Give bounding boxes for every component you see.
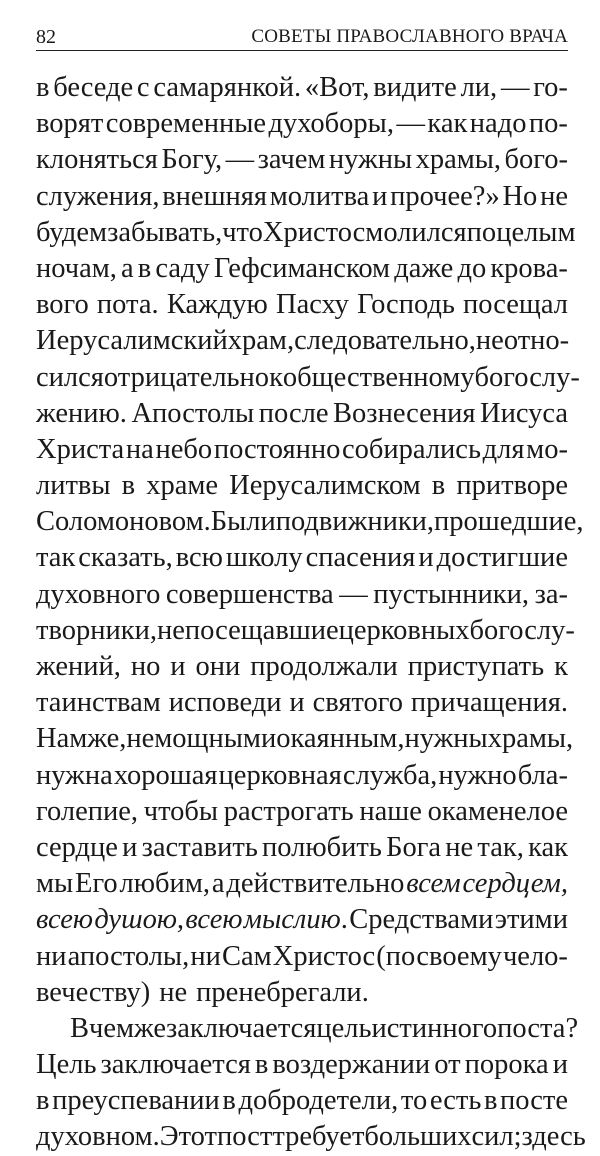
word: с (136, 72, 150, 103)
word: духовного (36, 578, 161, 610)
word: до (457, 252, 487, 284)
word: преуспевании (52, 1085, 220, 1117)
word: надо (469, 108, 527, 140)
word: Бога (386, 831, 442, 863)
word: бого- (504, 144, 568, 176)
word: богослу- (469, 614, 575, 646)
text-line (36, 577, 568, 613)
word: сил; (471, 1121, 522, 1153)
text-line (36, 649, 568, 685)
text-line (36, 323, 568, 359)
word: продолжали (250, 651, 398, 682)
word: что (222, 216, 263, 248)
word: — (396, 108, 425, 140)
text-line (36, 504, 584, 540)
word: таинствам (36, 687, 161, 719)
word: добродетели, (238, 1085, 399, 1117)
word: так, (477, 831, 524, 863)
word: Христос (272, 940, 376, 972)
word: пота. (96, 289, 159, 321)
word: Господь (357, 289, 455, 321)
body-text (36, 70, 586, 1156)
word: беседе (53, 72, 134, 103)
word: храм, (227, 325, 295, 357)
word: же, (87, 723, 127, 755)
text-line (36, 251, 568, 287)
word: — (500, 72, 530, 103)
word: духовном. (36, 1121, 160, 1153)
word: крова- (490, 252, 568, 284)
word: и (260, 723, 277, 755)
word: отрицательно (103, 361, 270, 393)
word: Иерусалимский (36, 325, 228, 357)
word: сердце (36, 831, 118, 863)
word: литвы (36, 470, 111, 502)
word: в (483, 1085, 498, 1117)
word: требует (272, 1121, 365, 1153)
word: но (130, 651, 161, 682)
text-line (36, 287, 568, 323)
word: Христос (262, 216, 366, 248)
word: нужны (328, 144, 413, 176)
word: в (254, 1049, 269, 1081)
text-line (36, 468, 568, 504)
word: наше (359, 795, 422, 827)
word: прошедшие, (434, 506, 584, 538)
word: цель (316, 1012, 372, 1044)
word: посте (500, 1085, 568, 1117)
word: мыслию. (243, 904, 348, 936)
word: ли, (460, 72, 498, 103)
word: совершенства (165, 578, 334, 610)
word: Гефсиманском (213, 252, 391, 284)
word: посещавшие (184, 614, 339, 646)
word: общественному (282, 361, 475, 393)
word: Вознесения (333, 397, 476, 429)
word: святого (312, 687, 403, 719)
word: Иисуса (479, 397, 568, 429)
word: так (36, 542, 76, 574)
word: молитва (269, 180, 370, 212)
word: ворят (36, 108, 104, 140)
word: Цель (36, 1049, 97, 1081)
word: богослу- (474, 361, 580, 393)
word: не (475, 325, 504, 357)
word: а (211, 868, 225, 900)
word: заставить (141, 831, 258, 863)
word: будем (36, 216, 108, 248)
paragraph (36, 1011, 586, 1156)
word: заключается (166, 1012, 317, 1044)
word: прочее?» (390, 180, 500, 212)
word: нужны (404, 723, 488, 755)
word: всею (36, 904, 94, 936)
text-line (36, 1119, 586, 1155)
text-line (36, 975, 568, 1011)
text-line (36, 721, 574, 757)
word: порока (464, 1049, 549, 1081)
word: окаменелое (427, 795, 568, 827)
word: и (122, 831, 138, 863)
text-line (36, 939, 568, 975)
word: храмы, (415, 144, 502, 176)
word: притворе (456, 470, 568, 502)
word: душою, (94, 904, 185, 936)
text-line (36, 1011, 579, 1047)
text-line (36, 215, 576, 251)
word: молился (365, 216, 467, 248)
word: Пасху (276, 289, 349, 321)
text-line (36, 106, 568, 142)
word: по- (528, 108, 568, 140)
word: храмы, (487, 723, 574, 755)
word: служения, (36, 180, 160, 212)
word: причащения. (410, 687, 568, 719)
word: больших (364, 1121, 472, 1153)
word: — (225, 144, 255, 176)
word: немощным (126, 723, 261, 755)
word: вого (36, 289, 89, 321)
word: растрогать (223, 795, 354, 827)
word: спасения (305, 542, 416, 574)
text-line (36, 866, 568, 902)
word: забывать, (107, 216, 223, 248)
word: не (156, 614, 185, 646)
word: в (431, 470, 446, 502)
word: и (372, 180, 388, 212)
text-line (36, 902, 568, 938)
word: современные (105, 108, 267, 140)
word: Его (75, 868, 118, 900)
word: своему (416, 940, 502, 972)
word: В (70, 1012, 90, 1044)
word: не (540, 180, 568, 212)
word: всю (175, 542, 223, 574)
word: на (125, 433, 154, 465)
word: собирались (342, 433, 481, 465)
word: голепие, (36, 795, 139, 827)
word: Нам (36, 723, 88, 755)
word: клоняться (36, 144, 158, 176)
word: внешняя (162, 180, 267, 212)
word: как (528, 831, 568, 863)
word: в (36, 72, 50, 103)
word: всем (406, 868, 461, 900)
word: сился (36, 361, 104, 393)
word: Средствами (349, 904, 494, 936)
word: посещал (463, 289, 568, 321)
word: ни (36, 940, 67, 972)
word: духоборы, (268, 108, 394, 140)
word: бла- (517, 759, 568, 791)
word: следовательно, (294, 325, 476, 357)
word: за- (534, 578, 568, 610)
word: — (339, 578, 368, 610)
word: и (170, 651, 186, 682)
word: хорошая (113, 759, 218, 791)
page-header (36, 26, 568, 51)
word: церковных (338, 614, 470, 646)
word: к (269, 361, 283, 393)
text-line (36, 179, 568, 215)
word: подвижники, (275, 506, 435, 538)
word: даже (394, 252, 454, 284)
word: служба, (342, 759, 438, 791)
word: Этот (159, 1121, 217, 1153)
word: для (482, 433, 525, 465)
word: Богу, (161, 144, 223, 176)
word: жений, (36, 651, 121, 682)
text-line (36, 1083, 568, 1119)
word: не (445, 831, 474, 863)
word: и (552, 1049, 568, 1081)
word: чем (89, 1012, 135, 1044)
word: достигшие (436, 542, 568, 574)
word: сказать, (78, 542, 173, 574)
word: от (434, 1049, 461, 1081)
text-line (36, 70, 568, 106)
word: нужно (438, 759, 517, 791)
word: любим, (119, 868, 210, 900)
text-line (36, 685, 568, 721)
word: заключается (100, 1049, 251, 1081)
word: и (418, 542, 434, 574)
word: и (289, 687, 305, 719)
text-line (36, 540, 568, 576)
word: в (137, 252, 152, 284)
word: саду (155, 252, 210, 284)
word: чело- (502, 940, 568, 972)
word: творники, (36, 614, 157, 646)
word: го- (533, 72, 568, 103)
word: как (427, 108, 468, 140)
word: здесь (521, 1121, 586, 1153)
word: постоянно (213, 433, 341, 465)
word: ни (190, 940, 221, 972)
word: Соломоновом. (36, 506, 211, 538)
word: приступать (407, 651, 545, 682)
word: (по (376, 940, 416, 972)
word: пост (216, 1121, 273, 1153)
word: Иерусалимском (229, 470, 421, 502)
word: мо- (526, 433, 568, 465)
word: действительно (226, 868, 405, 900)
word: к (554, 651, 568, 682)
text-line (36, 396, 568, 432)
word: по (466, 216, 497, 248)
word: Каждую (166, 289, 268, 321)
text-line (36, 830, 568, 866)
text-line (36, 432, 568, 468)
running-title: СОВЕТЫ ПРАВОСЛАВНОГО ВРАЧА (251, 26, 568, 47)
word: небо (155, 433, 213, 465)
word: нужна (36, 759, 113, 791)
word: этими (494, 904, 568, 936)
word: Христа (36, 433, 125, 465)
word: апостолы, (67, 940, 190, 972)
word: полюбить (262, 831, 382, 863)
word: поста? (497, 1012, 579, 1044)
word: не (159, 976, 188, 1008)
word: видите (373, 72, 457, 103)
word: жению. (36, 397, 127, 429)
word: отно- (503, 325, 570, 357)
word: в (121, 470, 136, 502)
word: Но (502, 180, 538, 212)
paragraph (36, 70, 584, 1011)
word: церковная (218, 759, 342, 791)
word: окаянным, (276, 723, 405, 755)
word: а (121, 252, 134, 284)
word: сердцем, (462, 868, 568, 900)
text-line (36, 360, 580, 396)
word: храме (146, 470, 219, 502)
word: в (36, 1085, 50, 1117)
word: Апостолы (131, 397, 255, 429)
word: целым (496, 216, 576, 248)
word: пустынники, (373, 578, 530, 610)
word: всею (185, 904, 243, 936)
word: мы (36, 868, 74, 900)
text-line (36, 794, 568, 830)
text-line (36, 758, 568, 794)
word: исповеди (168, 687, 282, 719)
text-line (36, 142, 568, 178)
word: они (195, 651, 241, 682)
word: то (400, 1085, 428, 1117)
word: истинного (371, 1012, 498, 1044)
word: после (258, 397, 329, 429)
page-number: 82 (36, 26, 56, 48)
word: воздержании (272, 1049, 431, 1081)
word: ночам, (36, 252, 117, 284)
word: «Вот, (304, 72, 370, 103)
word: пренебрегали. (196, 976, 369, 1008)
text-line (36, 1047, 568, 1083)
word: чтобы (143, 795, 219, 827)
word: школу (225, 542, 303, 574)
word: зачем (257, 144, 326, 176)
word: Были (210, 506, 276, 538)
word: есть (429, 1085, 482, 1117)
word: же (134, 1012, 167, 1044)
word: Сам (221, 940, 272, 972)
text-line (36, 613, 575, 649)
word: в (222, 1085, 236, 1117)
word: самарянкой. (153, 72, 302, 103)
word: вечеству) (36, 976, 151, 1008)
